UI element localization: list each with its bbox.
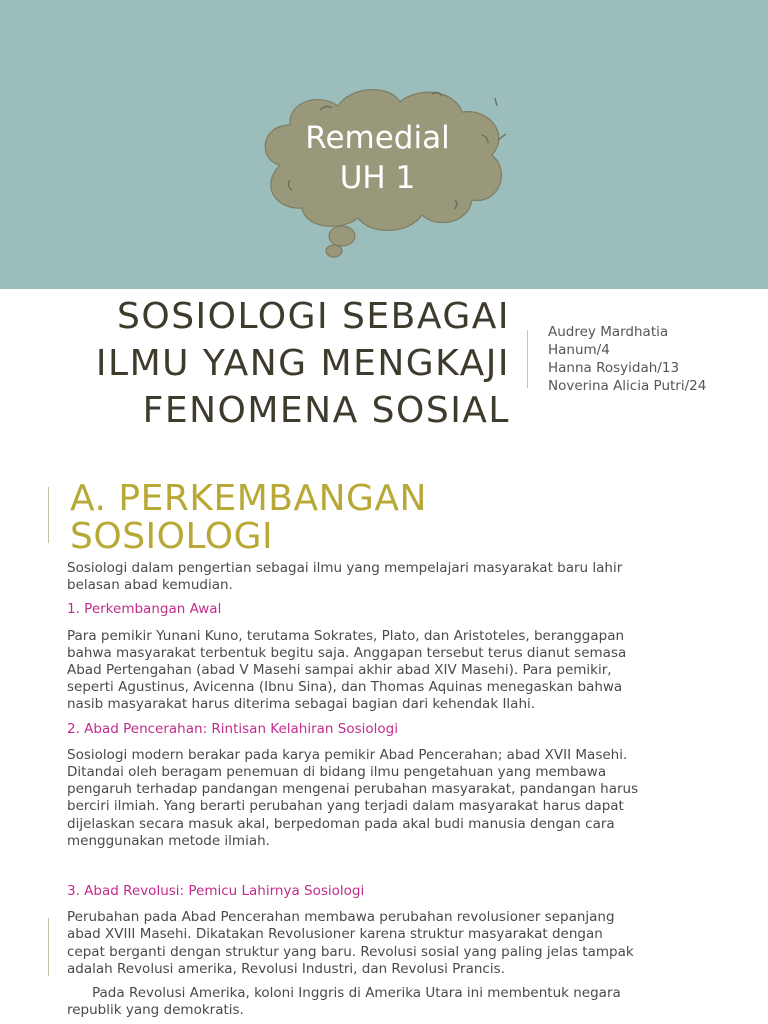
text-line: adalah Revolusi amerika, Revolusi Industri, dan Revolusi Prancis. [67, 960, 505, 977]
text-line: pengaruh terhadap pandangan mengenai perubahan masyarakat, pandangan harus [67, 781, 639, 798]
title-line-2: ILMU YANG MENGKAJI [95, 343, 510, 384]
subheading-perkembangan-awal: 1. Perkembangan Awal [67, 601, 222, 618]
text-line: Ditandai oleh beragam penemuan di bidang ilmu pengetahuan yang membawa [67, 764, 607, 781]
authors-divider [527, 330, 528, 388]
text-line: seperti Agustinus, Avicenna (Ibnu Sina), dan Thomas Aquinas menegaskan bahwa [67, 679, 623, 696]
author-line: Hanum/4 [548, 342, 610, 358]
paragraph-abad-pencerahan [67, 747, 707, 850]
author-line: Hanna Rosyidah/13 [548, 360, 680, 376]
text-line: Pada Revolusi Amerika, koloni Inggris di Amerika Utara ini membentuk negara [92, 985, 621, 1002]
author-line: Noverina Alicia Putri/24 [548, 378, 707, 394]
document-title [30, 293, 510, 434]
text-line: Perubahan pada Abad Pencerahan membawa perubahan revolusioner sepanjang [67, 909, 615, 926]
text-line: republik yang demokratis. [67, 1002, 244, 1019]
section-heading-divider [48, 487, 49, 543]
section-heading [70, 480, 670, 556]
subheading-abad-pencerahan: 2. Abad Pencerahan: Rintisan Kelahiran Sosiologi [67, 720, 398, 737]
text-line: berciri ilmiah. Yang berarti perubahan yang terjadi dalam masyarakat harus dapat [67, 798, 624, 815]
text-line: cepat berganti dengan struktur yang baru. Revolusi sosial yang paling jelas tampak [67, 943, 634, 960]
section-heading-line-2: SOSIOLOGI [70, 516, 274, 557]
author-line: Audrey Mardhatia [548, 324, 669, 340]
text-line: nasib masyarakat harus diterima sebagai bagian dari kehendak Ilahi. [67, 696, 536, 713]
paragraph-perkembangan-awal [67, 628, 707, 714]
section-content [67, 560, 707, 1019]
author-list [548, 323, 763, 395]
bubble-line-1: Remedial [305, 120, 450, 156]
text-line: Para pemikir Yunani Kuno, terutama Sokrates, Plato, dan Aristoteles, beranggapan [67, 627, 625, 644]
text-line: Sosiologi dalam pengertian sebagai ilmu yang mempelajari masyarakat baru lahir [67, 560, 623, 576]
title-line-3: FENOMENA SOSIAL [142, 390, 510, 431]
paragraph-abad-revolusi [67, 909, 707, 978]
title-line-1: SOSIOLOGI SEBAGAI [117, 296, 510, 337]
text-line: Sosiologi modern berakar pada karya pemikir Abad Pencerahan; abad XVII Masehi. [67, 746, 628, 763]
text-line: bahwa masyarakat terbentuk begitu saja. Anggapan tersebut terus dianut semasa [67, 644, 627, 661]
text-line: abad XVIII Masehi. Dikatakan Revolusioner karena struktur masyarakat dengan [67, 926, 603, 943]
subheading-abad-revolusi: 3. Abad Revolusi: Pemicu Lahirnya Sosiologi [67, 883, 365, 900]
thought-bubble-text [270, 118, 485, 198]
paragraph-divider [48, 918, 49, 976]
paragraph-revolusi-amerika [67, 985, 707, 1019]
text-line: menggunakan metode ilmiah. [67, 832, 270, 849]
text-line: dijelaskan secara masuk akal, berpedoman pada akal budi manusia dengan cara [67, 815, 615, 832]
text-line: Abad Pertengahan (abad V Masehi sampai akhir abad XIV Masehi). Para pemikir, [67, 662, 612, 679]
bubble-line-2: UH 1 [339, 160, 416, 196]
intro-paragraph [67, 560, 707, 594]
section-heading-line-1: A. PERKEMBANGAN [70, 478, 427, 519]
text-line: belasan abad kemudian. [67, 577, 233, 594]
